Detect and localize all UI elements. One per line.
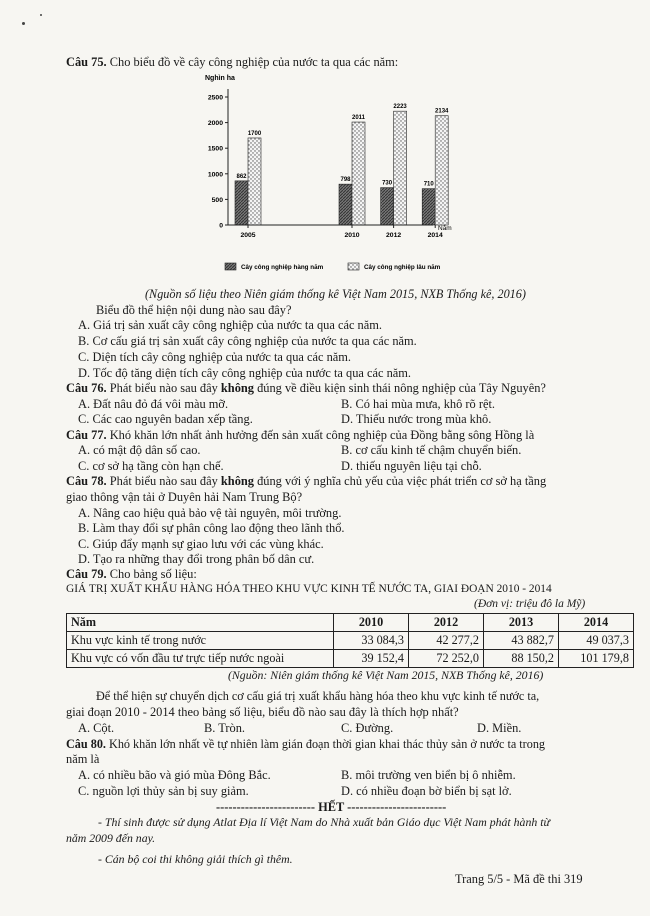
table-cell: 101 179,8 bbox=[559, 650, 634, 668]
table-unit: (Đơn vị: triệu đô la Mỹ) bbox=[474, 598, 586, 610]
chart-x-tick-label: 2005 bbox=[240, 232, 256, 239]
q77-option-c[interactable]: C. cơ sở hạ tầng còn hạn chế. bbox=[78, 459, 224, 473]
table-cell: 43 882,7 bbox=[484, 632, 559, 650]
q79-option-c[interactable]: C. Đường. bbox=[341, 721, 394, 735]
table-cell: Khu vực có vốn đầu tư trực tiếp nước ngoài bbox=[67, 650, 334, 668]
chart-bar-perennial bbox=[248, 138, 261, 225]
question-76-text-a: Phát biểu nào sau đây bbox=[109, 381, 218, 395]
q78-option-c[interactable]: C. Giúp đẩy mạnh sự giao lưu với các vùng khác. bbox=[78, 537, 324, 551]
question-80-prefix: Câu 80. bbox=[66, 737, 106, 751]
chart-ylabel: Nghìn ha bbox=[205, 75, 235, 82]
question-79-question-l2: giai đoạn 2010 - 2014 theo bảng số liệu, biểu đồ nào sau đây là thích hợp nhất? bbox=[66, 705, 459, 719]
table-header-cell: 2010 bbox=[334, 614, 409, 632]
q80-option-c[interactable]: C. nguồn lợi thủy sản bị suy giảm. bbox=[78, 784, 249, 798]
chart-bar-annual bbox=[235, 181, 248, 225]
q77-option-a[interactable]: A. có mật độ dân số cao. bbox=[78, 443, 201, 457]
table-cell: 39 152,4 bbox=[334, 650, 409, 668]
table-row bbox=[67, 650, 634, 668]
question-77 bbox=[66, 428, 534, 443]
question-78-prefix: Câu 78. bbox=[66, 474, 107, 488]
chart-legend-label: Cây công nghiệp lâu năm bbox=[364, 264, 441, 271]
industrial-crops-chart bbox=[190, 70, 470, 284]
q76-option-b[interactable]: B. Có hai mùa mưa, khô rõ rệt. bbox=[341, 397, 495, 411]
page-number: Trang 5/5 - Mã đề thi 319 bbox=[455, 872, 583, 886]
question-76-text-b: đúng về điều kiện sinh thái nông nghiệp của Tây Nguyên? bbox=[257, 381, 546, 395]
chart-data-label: 2223 bbox=[393, 104, 407, 111]
chart-x-tick-label: 2012 bbox=[386, 232, 402, 239]
end-marker: ------------------------ HẾT ------------------------ bbox=[216, 800, 447, 814]
table-source: (Nguồn: Niên giám thống kê Việt Nam 2015, NXB Thống kê, 2016) bbox=[228, 668, 544, 682]
chart-data-label: 798 bbox=[340, 177, 351, 184]
q79-option-b[interactable]: B. Tròn. bbox=[204, 721, 245, 735]
question-75-prefix: Câu 75. bbox=[66, 55, 107, 69]
question-77-prefix: Câu 77. bbox=[66, 428, 107, 442]
q77-option-d[interactable]: D. thiếu nguyên liệu tại chỗ. bbox=[341, 459, 482, 473]
chart-data-label: 710 bbox=[423, 181, 434, 188]
table-header-row bbox=[67, 614, 634, 632]
footer-note-2: - Cán bộ coi thi không giải thích gì thêm. bbox=[98, 852, 293, 866]
question-78 bbox=[66, 474, 546, 489]
scan-speck bbox=[22, 22, 25, 25]
chart-xlabel: Năm bbox=[438, 225, 452, 232]
chart-y-tick-label: 1500 bbox=[207, 145, 223, 153]
table-header-cell: 2014 bbox=[559, 614, 634, 632]
q78-option-d[interactable]: D. Tạo ra những thay đổi trong phân bố dân cư. bbox=[78, 552, 315, 566]
table-cell: 33 084,3 bbox=[334, 632, 409, 650]
footer-note-1: - Thí sinh được sử dụng Atlat Địa lí Việt Nam do Nhà xuất bản Giáo dục Việt Nam phát hành từ bbox=[98, 815, 550, 829]
chart-data-label: 2011 bbox=[351, 115, 366, 122]
chart-y-tick-label: 2000 bbox=[207, 120, 223, 128]
q80-option-a[interactable]: A. có nhiều bão và gió mùa Đông Bắc. bbox=[78, 768, 271, 782]
question-78-text-a: Phát biểu nào sau đây bbox=[109, 474, 218, 488]
q80-option-d[interactable]: D. có nhiều đoạn bờ biển bị sạt lở. bbox=[341, 784, 512, 798]
chart-bar-perennial bbox=[435, 116, 448, 225]
chart-y-tick-label: 0 bbox=[219, 222, 223, 230]
q76-option-d[interactable]: D. Thiếu nước trong mùa khô. bbox=[341, 412, 492, 426]
question-80 bbox=[66, 737, 545, 752]
question-75-question: Biểu đồ thể hiện nội dung nào sau đây? bbox=[96, 303, 292, 317]
chart-legend-swatch bbox=[225, 263, 236, 270]
chart-source: (Nguồn số liệu theo Niên giám thống kê Việt Nam 2015, NXB Thống kê, 2016) bbox=[145, 287, 526, 301]
q80-option-b[interactable]: B. môi trường ven biển bị ô nhiễm. bbox=[341, 768, 516, 782]
chart-x-tick-label: 2014 bbox=[427, 232, 443, 239]
chart-bar-annual bbox=[339, 184, 352, 225]
chart-x-tick-label: 2010 bbox=[344, 232, 360, 239]
question-76 bbox=[66, 381, 546, 396]
q78-option-a[interactable]: A. Nâng cao hiệu quả bảo vệ tài nguyên, môi trường. bbox=[78, 506, 342, 520]
chart-bar-perennial bbox=[394, 111, 407, 225]
question-80-line2: năm là bbox=[66, 752, 100, 766]
chart-bar-annual bbox=[422, 189, 435, 225]
chart-legend-swatch bbox=[348, 263, 359, 270]
q79-option-d[interactable]: D. Miền. bbox=[477, 721, 522, 735]
chart-data-label: 2134 bbox=[435, 108, 449, 115]
question-78-line2: giao thông vận tải ở Duyên hải Nam Trung Bộ? bbox=[66, 490, 303, 504]
question-78-emphasis: không bbox=[220, 474, 254, 488]
q75-option-c[interactable]: C. Diện tích cây công nghiệp của nước ta qua các năm. bbox=[78, 350, 352, 364]
q78-option-b[interactable]: B. Làm thay đổi sự phân công lao động theo lãnh thổ. bbox=[78, 521, 345, 535]
question-76-prefix: Câu 76. bbox=[66, 381, 107, 395]
chart-data-label: 862 bbox=[236, 173, 247, 180]
q79-option-a[interactable]: A. Cột. bbox=[78, 721, 115, 735]
question-79-text: Cho bảng số liệu: bbox=[109, 567, 197, 581]
table-title: GIÁ TRỊ XUẤT KHẨU HÀNG HÓA THEO KHU VỰC KINH TẾ NƯỚC TA, GIAI ĐOẠN 2010 - 2014 bbox=[66, 583, 552, 595]
question-79-question-l1: Để thể hiện sự chuyển dịch cơ cấu giá trị xuất khẩu hàng hóa theo khu vực kinh tế nước ta, bbox=[96, 689, 540, 703]
table-row bbox=[67, 632, 634, 650]
table-cell: 72 252,0 bbox=[409, 650, 484, 668]
chart-bar-perennial bbox=[352, 122, 365, 225]
q76-option-c[interactable]: C. Các cao nguyên badan xếp tầng. bbox=[78, 412, 253, 426]
question-79-prefix: Câu 79. bbox=[66, 567, 107, 581]
question-77-text: Khó khăn lớn nhất ảnh hưởng đến sản xuất công nghiệp của Đồng bằng sông Hồng là bbox=[109, 428, 535, 442]
table-header-cell: 2013 bbox=[484, 614, 559, 632]
chart-y-tick-label: 1000 bbox=[207, 171, 223, 179]
export-table bbox=[66, 613, 634, 668]
chart-data-label: 1700 bbox=[247, 130, 262, 137]
chart-bar-annual bbox=[381, 188, 394, 225]
table-header-cell: 2012 bbox=[409, 614, 484, 632]
question-79 bbox=[66, 567, 197, 582]
chart-y-tick-label: 2500 bbox=[207, 94, 223, 102]
chart-legend-label: Cây công nghiệp hàng năm bbox=[241, 264, 324, 271]
chart-y-tick-label: 500 bbox=[211, 196, 223, 204]
scan-speck bbox=[40, 14, 42, 16]
table-header-cell: Năm bbox=[67, 614, 334, 632]
q76-option-a[interactable]: A. Đất nâu đỏ đá vôi màu mỡ. bbox=[78, 397, 229, 411]
question-80-text: Khó khăn lớn nhất về tự nhiên làm gián đoạn thời gian khai thác thủy sản ở nước ta trong bbox=[109, 737, 546, 751]
table-cell: 42 277,2 bbox=[409, 632, 484, 650]
question-76-emphasis: không bbox=[220, 381, 254, 395]
footer-note-1-line2: năm 2009 đến nay. bbox=[66, 831, 156, 845]
question-75 bbox=[66, 55, 398, 70]
question-75-text: Cho biểu đồ về cây công nghiệp của nước ta qua các năm: bbox=[109, 55, 399, 69]
q75-option-d[interactable]: D. Tốc độ tăng diện tích cây công nghiệp của nước ta qua các năm. bbox=[78, 366, 412, 380]
chart-data-label: 730 bbox=[382, 180, 393, 187]
q75-option-b[interactable]: B. Cơ cấu giá trị sản xuất cây công nghiệp của nước ta qua các năm. bbox=[78, 334, 417, 348]
table-cell: 49 037,3 bbox=[559, 632, 634, 650]
table-cell: 88 150,2 bbox=[484, 650, 559, 668]
question-78-text-b: đúng với ý nghĩa chủ yếu của việc phát triển cơ sở hạ tầng bbox=[257, 474, 547, 488]
q77-option-b[interactable]: B. cơ cấu kinh tế chậm chuyển biến. bbox=[341, 443, 522, 457]
q75-option-a[interactable]: A. Giá trị sản xuất cây công nghiệp của nước ta qua các năm. bbox=[78, 318, 382, 332]
table-cell: Khu vực kinh tế trong nước bbox=[67, 632, 334, 650]
